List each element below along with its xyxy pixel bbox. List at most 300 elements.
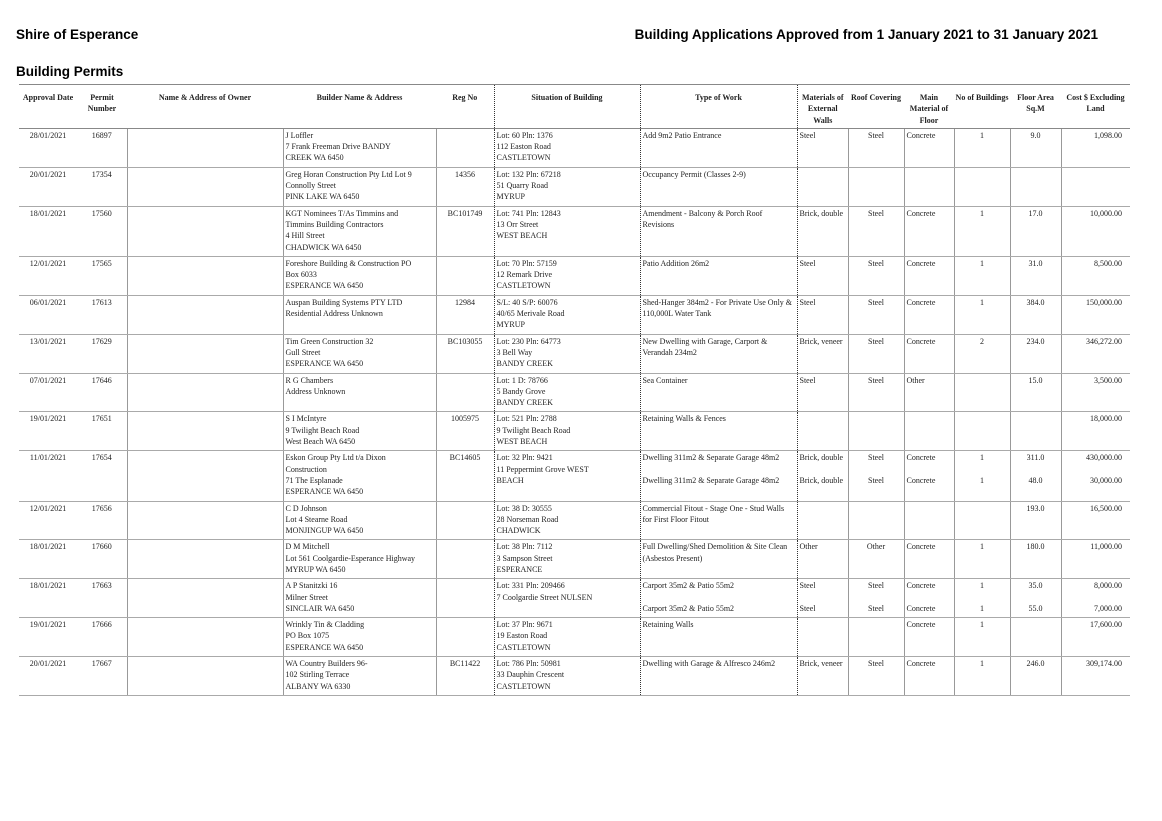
type-of-work-entry: New Dwelling with Garage, Carport & Verandah 234m2 bbox=[642, 336, 768, 357]
building-situation-line: 9 Twilight Beach Road bbox=[496, 425, 571, 435]
approval-date: 18/01/2021 bbox=[19, 579, 77, 618]
floor-area-entry: 31.0 bbox=[1028, 258, 1043, 268]
external-walls-entry: Brick, veneer bbox=[799, 336, 843, 346]
building-situation-line: 3 Sampson Street bbox=[496, 553, 553, 563]
type-of-work-entry: Commercial Fitout - Stage One - Stud Walls for First Floor Fitout bbox=[642, 503, 785, 524]
no-of-buildings bbox=[954, 501, 1010, 540]
roof-covering-entry: Steel bbox=[868, 130, 884, 140]
no-of-buildings bbox=[954, 451, 1010, 501]
builder-name-address-line: 102 Stirling Terrace bbox=[285, 670, 350, 680]
floor-material bbox=[904, 657, 954, 696]
owner-name-address bbox=[127, 657, 283, 696]
roof-covering bbox=[848, 657, 904, 696]
external-walls-entry: Steel bbox=[799, 297, 816, 307]
cost-excluding-land-entry: 309,174.00 bbox=[1086, 659, 1122, 669]
building-situation-line: MYRUP bbox=[496, 192, 525, 202]
no-of-buildings bbox=[954, 618, 1010, 657]
floor-material-entry: Concrete bbox=[906, 475, 936, 485]
builder-name-address-line: S I McIntyre bbox=[285, 414, 327, 424]
header-approval-date: Approval Date bbox=[19, 85, 77, 129]
type-of-work bbox=[640, 540, 797, 579]
reg-no: BC11422 bbox=[436, 657, 494, 696]
floor-material-entry: Concrete bbox=[906, 659, 936, 669]
no-of-buildings-entry: 1 bbox=[980, 581, 984, 591]
roof-covering bbox=[848, 128, 904, 167]
external-walls-entry: Brick, double bbox=[799, 475, 844, 485]
type-of-work-entry: Carport 35m2 & Patio 55m2 bbox=[642, 581, 735, 591]
sub-entry-gap bbox=[851, 592, 902, 603]
cost-excluding-land bbox=[1061, 618, 1130, 657]
type-of-work bbox=[640, 618, 797, 657]
building-situation bbox=[494, 295, 640, 334]
reg-no: 12984 bbox=[436, 295, 494, 334]
reg-no bbox=[436, 540, 494, 579]
floor-area bbox=[1010, 579, 1061, 618]
external-walls-entry: Steel bbox=[799, 603, 816, 613]
report-title: Building Applications Approved from 1 January 2021 to 31 January 2021 bbox=[634, 27, 1098, 42]
builder-name-address-line: CREEK WA 6450 bbox=[285, 153, 344, 163]
owner-name-address bbox=[127, 540, 283, 579]
header-floor-material: Main Material of Floor bbox=[904, 85, 954, 129]
builder-name-address bbox=[283, 451, 436, 501]
builder-name-address-line: MONJINGUP WA 6450 bbox=[285, 526, 364, 536]
cost-excluding-land bbox=[1061, 540, 1130, 579]
floor-area-entry: 35.0 bbox=[1028, 581, 1043, 591]
building-situation-line: 5 Bandy Grove bbox=[496, 386, 546, 396]
sub-entry-gap bbox=[800, 464, 846, 475]
floor-area bbox=[1010, 334, 1061, 373]
header-owner: Name & Address of Owner bbox=[127, 85, 283, 129]
reg-no bbox=[436, 128, 494, 167]
sub-entry-gap bbox=[1064, 464, 1123, 475]
type-of-work-entry: Retaining Walls bbox=[642, 620, 694, 630]
owner-name-address bbox=[127, 373, 283, 412]
builder-name-address-line: SINCLAIR WA 6450 bbox=[285, 603, 355, 613]
roof-covering bbox=[848, 206, 904, 256]
header-situation: Situation of Building bbox=[494, 85, 640, 129]
external-walls-entry: Brick, double bbox=[799, 208, 844, 218]
owner-name-address bbox=[127, 451, 283, 501]
type-of-work-entry: Full Dwelling/Shed Demolition & Site Clean (Asbestos Present) bbox=[642, 542, 788, 563]
builder-name-address-line: A P Stanitzki 16 bbox=[285, 581, 338, 591]
no-of-buildings bbox=[954, 256, 1010, 295]
floor-material bbox=[904, 540, 954, 579]
approval-date: 06/01/2021 bbox=[19, 295, 77, 334]
no-of-buildings bbox=[954, 412, 1010, 451]
cost-excluding-land-entry: 8,000.00 bbox=[1094, 581, 1122, 591]
building-situation bbox=[494, 579, 640, 618]
permit-number: 17613 bbox=[77, 295, 127, 334]
cost-excluding-land-entry: 7,000.00 bbox=[1094, 603, 1122, 613]
permit-number: 17565 bbox=[77, 256, 127, 295]
builder-name-address bbox=[283, 373, 436, 412]
type-of-work-entry: Dwelling with Garage & Alfresco 246m2 bbox=[642, 659, 776, 669]
roof-covering-entry: Steel bbox=[868, 581, 884, 591]
roof-covering-entry: Steel bbox=[868, 659, 884, 669]
type-of-work bbox=[640, 501, 797, 540]
builder-name-address-line: D M Mitchell bbox=[285, 542, 330, 552]
builder-name-address-line: West Beach WA 6450 bbox=[285, 437, 356, 447]
builder-name-address bbox=[283, 412, 436, 451]
no-of-buildings bbox=[954, 295, 1010, 334]
floor-material bbox=[904, 373, 954, 412]
roof-covering-entry: Steel bbox=[868, 375, 884, 385]
owner-name-address bbox=[127, 167, 283, 206]
no-of-buildings-entry: 1 bbox=[980, 475, 984, 485]
builder-name-address bbox=[283, 128, 436, 167]
permit-number: 17654 bbox=[77, 451, 127, 501]
approval-date: 18/01/2021 bbox=[19, 540, 77, 579]
roof-covering-entry: Steel bbox=[868, 475, 884, 485]
reg-no: BC101749 bbox=[436, 206, 494, 256]
builder-name-address-line: 9 Twilight Beach Road bbox=[285, 425, 360, 435]
cost-excluding-land bbox=[1061, 501, 1130, 540]
roof-covering bbox=[848, 412, 904, 451]
builder-name-address-line: ESPERANCE WA 6450 bbox=[285, 642, 364, 652]
floor-area bbox=[1010, 256, 1061, 295]
header-floor-area: Floor Area Sq.M bbox=[1010, 85, 1061, 129]
builder-name-address-line: Timmins Building Contractors bbox=[285, 219, 384, 229]
sub-entry-gap bbox=[1013, 592, 1059, 603]
permit-number: 16897 bbox=[77, 128, 127, 167]
roof-covering-entry: Steel bbox=[868, 208, 884, 218]
floor-area bbox=[1010, 618, 1061, 657]
building-situation-line: Lot: 37 Pln: 9671 bbox=[496, 620, 553, 630]
floor-area bbox=[1010, 657, 1061, 696]
type-of-work-entry: Carport 35m2 & Patio 55m2 bbox=[642, 603, 735, 613]
type-of-work bbox=[640, 657, 797, 696]
cost-excluding-land bbox=[1061, 412, 1130, 451]
no-of-buildings-entry: 1 bbox=[980, 603, 984, 613]
cost-excluding-land-entry: 18,000.00 bbox=[1090, 414, 1122, 424]
building-situation-line: WEST BEACH bbox=[496, 437, 548, 447]
table-row bbox=[19, 618, 1130, 657]
building-situation bbox=[494, 412, 640, 451]
type-of-work-entry: Add 9m2 Patio Entrance bbox=[642, 130, 722, 140]
external-walls bbox=[797, 412, 848, 451]
building-situation-line: CASTLETOWN bbox=[496, 281, 551, 291]
builder-name-address-line: Lot 561 Coolgardie-Esperance Highway bbox=[285, 553, 416, 563]
builder-name-address bbox=[283, 206, 436, 256]
type-of-work-entry: Dwelling 311m2 & Separate Garage 48m2 bbox=[642, 475, 780, 485]
floor-material-entry: Concrete bbox=[906, 620, 936, 630]
table-row bbox=[19, 334, 1130, 373]
building-situation-line: 13 Orr Street bbox=[496, 219, 539, 229]
owner-name-address bbox=[127, 295, 283, 334]
builder-name-address-line: ESPERANCE WA 6450 bbox=[285, 359, 364, 369]
permit-number: 17354 bbox=[77, 167, 127, 206]
permit-number: 17651 bbox=[77, 412, 127, 451]
building-situation-line: Lot: 741 Pln: 12843 bbox=[496, 208, 561, 218]
floor-area-entry: 234.0 bbox=[1026, 336, 1045, 346]
owner-name-address bbox=[127, 256, 283, 295]
approval-date: 07/01/2021 bbox=[19, 373, 77, 412]
builder-name-address-line: ESPERANCE WA 6450 bbox=[285, 281, 364, 291]
table-row bbox=[19, 501, 1130, 540]
header-reg-no: Reg No bbox=[436, 85, 494, 129]
building-situation bbox=[494, 334, 640, 373]
building-situation-line: Lot: 60 Pln: 1376 bbox=[496, 130, 553, 140]
table-row bbox=[19, 540, 1130, 579]
permit-number: 17663 bbox=[77, 579, 127, 618]
roof-covering-entry: Steel bbox=[868, 336, 884, 346]
floor-area-entry: 15.0 bbox=[1028, 375, 1043, 385]
type-of-work-entry: Dwelling 311m2 & Separate Garage 48m2 bbox=[642, 453, 780, 463]
external-walls-entry: Brick, double bbox=[799, 453, 844, 463]
builder-name-address-line: ESPERANCE WA 6450 bbox=[285, 487, 364, 497]
permit-number: 17629 bbox=[77, 334, 127, 373]
floor-material-entry: Other bbox=[906, 375, 925, 385]
permit-number: 17646 bbox=[77, 373, 127, 412]
floor-material bbox=[904, 412, 954, 451]
building-situation bbox=[494, 657, 640, 696]
no-of-buildings-entry: 1 bbox=[980, 208, 984, 218]
external-walls-entry: Steel bbox=[799, 581, 816, 591]
cost-excluding-land-entry: 10,000.00 bbox=[1090, 208, 1122, 218]
building-situation-line: CASTLETOWN bbox=[496, 642, 551, 652]
reg-no bbox=[436, 579, 494, 618]
sub-entry-gap bbox=[957, 592, 1008, 603]
no-of-buildings-entry: 1 bbox=[980, 258, 984, 268]
building-situation-line: Lot: 132 Pln: 67218 bbox=[496, 169, 561, 179]
building-situation-line: 33 Dauphin Crescent bbox=[496, 670, 565, 680]
builder-name-address-line: Gull Street bbox=[285, 347, 321, 357]
cost-excluding-land-entry: 3,500.00 bbox=[1094, 375, 1122, 385]
building-situation-line: 12 Remark Drive bbox=[496, 270, 553, 280]
building-situation-line: 3 Bell Way bbox=[496, 347, 533, 357]
type-of-work bbox=[640, 295, 797, 334]
building-situation-line: BANDY CREEK bbox=[496, 359, 553, 369]
no-of-buildings bbox=[954, 128, 1010, 167]
roof-covering bbox=[848, 540, 904, 579]
approval-date: 12/01/2021 bbox=[19, 501, 77, 540]
external-walls bbox=[797, 206, 848, 256]
external-walls bbox=[797, 657, 848, 696]
building-situation-line: 28 Norseman Road bbox=[496, 514, 559, 524]
type-of-work bbox=[640, 579, 797, 618]
floor-area bbox=[1010, 206, 1061, 256]
cost-excluding-land bbox=[1061, 451, 1130, 501]
floor-area-entry: 55.0 bbox=[1028, 603, 1043, 613]
building-situation bbox=[494, 206, 640, 256]
sub-entry-gap bbox=[957, 464, 1008, 475]
builder-name-address-line: MYRUP WA 6450 bbox=[285, 564, 346, 574]
building-situation bbox=[494, 540, 640, 579]
cost-excluding-land bbox=[1061, 206, 1130, 256]
builder-name-address-line: Connolly Street bbox=[285, 181, 336, 191]
cost-excluding-land bbox=[1061, 128, 1130, 167]
cost-excluding-land bbox=[1061, 167, 1130, 206]
reg-no bbox=[436, 501, 494, 540]
building-situation-line: Lot: 70 Pln: 57159 bbox=[496, 258, 557, 268]
roof-covering bbox=[848, 451, 904, 501]
roof-covering bbox=[848, 501, 904, 540]
type-of-work bbox=[640, 334, 797, 373]
type-of-work bbox=[640, 412, 797, 451]
external-walls bbox=[797, 451, 848, 501]
no-of-buildings bbox=[954, 657, 1010, 696]
builder-name-address-line: Eskon Group Pty Ltd t/a Dixon bbox=[285, 453, 386, 463]
floor-area-entry: 17.0 bbox=[1028, 208, 1043, 218]
type-of-work-entry: Shed-Hanger 384m2 - For Private Use Only & 110,000L Water Tank bbox=[642, 297, 793, 319]
sub-entry-gap bbox=[800, 592, 846, 603]
cost-excluding-land-entry: 30,000.00 bbox=[1090, 475, 1122, 485]
no-of-buildings-entry: 1 bbox=[980, 130, 984, 140]
builder-name-address-line: Box 6033 bbox=[285, 270, 317, 280]
cost-excluding-land-entry: 430,000.00 bbox=[1086, 453, 1122, 463]
sub-entry-gap bbox=[1064, 592, 1123, 603]
external-walls bbox=[797, 295, 848, 334]
building-situation-line: CHADWICK bbox=[496, 526, 541, 536]
type-of-work bbox=[640, 256, 797, 295]
building-situation-line: Lot: 38 Pln: 7112 bbox=[496, 542, 553, 552]
header-cost: Cost $ Excluding Land bbox=[1061, 85, 1130, 129]
owner-name-address bbox=[127, 334, 283, 373]
floor-material-entry: Concrete bbox=[906, 130, 936, 140]
builder-name-address-line: Lot 4 Stearne Road bbox=[285, 514, 348, 524]
builder-name-address-line: Auspan Building Systems PTY LTD bbox=[285, 297, 403, 307]
building-situation bbox=[494, 128, 640, 167]
building-situation-line: Lot: 331 Pln: 209466 bbox=[496, 581, 565, 591]
floor-material bbox=[904, 579, 954, 618]
cost-excluding-land bbox=[1061, 657, 1130, 696]
floor-area bbox=[1010, 540, 1061, 579]
builder-name-address bbox=[283, 618, 436, 657]
owner-name-address bbox=[127, 128, 283, 167]
type-of-work-entry: Retaining Walls & Fences bbox=[642, 414, 726, 424]
floor-material bbox=[904, 451, 954, 501]
no-of-buildings bbox=[954, 167, 1010, 206]
approval-date: 20/01/2021 bbox=[19, 167, 77, 206]
building-situation-line: Lot: 786 Pln: 50981 bbox=[496, 659, 561, 669]
header-permit-number: Permit Number bbox=[77, 85, 127, 129]
builder-name-address-line: Tim Green Construction 32 bbox=[285, 336, 374, 346]
table-row bbox=[19, 295, 1130, 334]
external-walls-entry: Other bbox=[799, 542, 818, 552]
external-walls bbox=[797, 373, 848, 412]
floor-material-entry: Concrete bbox=[906, 581, 936, 591]
building-situation bbox=[494, 501, 640, 540]
roof-covering-entry: Steel bbox=[868, 297, 884, 307]
building-situation bbox=[494, 256, 640, 295]
floor-area-entry: 246.0 bbox=[1026, 659, 1045, 669]
builder-name-address-line: Milner Street bbox=[285, 592, 328, 602]
sub-entry-gap bbox=[643, 592, 795, 603]
type-of-work-entry: Occupancy Permit (Classes 2-9) bbox=[642, 169, 746, 179]
permit-number: 17656 bbox=[77, 501, 127, 540]
builder-name-address bbox=[283, 540, 436, 579]
roof-covering bbox=[848, 373, 904, 412]
approval-date: 19/01/2021 bbox=[19, 618, 77, 657]
header-roof-covering: Roof Covering bbox=[848, 85, 904, 129]
builder-name-address bbox=[283, 657, 436, 696]
table-header-row bbox=[19, 85, 1130, 129]
building-situation-line: Lot: 230 Pln: 64773 bbox=[496, 336, 561, 346]
permit-number: 17660 bbox=[77, 540, 127, 579]
floor-material-entry: Concrete bbox=[906, 542, 936, 552]
table-row bbox=[19, 256, 1130, 295]
floor-area-entry: 311.0 bbox=[1026, 453, 1045, 463]
table-row bbox=[19, 657, 1130, 696]
builder-name-address-line: WA Country Builders 96- bbox=[285, 659, 368, 669]
reg-no bbox=[436, 618, 494, 657]
floor-area-entry: 48.0 bbox=[1028, 475, 1043, 485]
cost-excluding-land bbox=[1061, 295, 1130, 334]
reg-no: 1005975 bbox=[436, 412, 494, 451]
floor-material-entry: Concrete bbox=[906, 603, 936, 613]
reg-no: BC103055 bbox=[436, 334, 494, 373]
no-of-buildings-entry: 1 bbox=[980, 542, 984, 552]
sub-entry-gap bbox=[907, 464, 952, 475]
sub-entry-gap bbox=[907, 592, 952, 603]
cost-excluding-land bbox=[1061, 334, 1130, 373]
builder-name-address-line: KGT Nominees T/As Timmins and bbox=[285, 208, 399, 218]
building-situation-line: Lot: 521 Pln: 2788 bbox=[496, 414, 557, 424]
type-of-work-entry: Amendment - Balcony & Porch Roof Revisions bbox=[642, 208, 763, 229]
no-of-buildings bbox=[954, 334, 1010, 373]
floor-area bbox=[1010, 501, 1061, 540]
cost-excluding-land bbox=[1061, 256, 1130, 295]
approval-date: 13/01/2021 bbox=[19, 334, 77, 373]
permit-number: 17666 bbox=[77, 618, 127, 657]
owner-name-address bbox=[127, 618, 283, 657]
no-of-buildings-entry: 1 bbox=[980, 620, 984, 630]
table-row bbox=[19, 206, 1130, 256]
table-row bbox=[19, 167, 1130, 206]
builder-name-address-line: C D Johnson bbox=[285, 503, 327, 513]
building-situation-line: WEST BEACH bbox=[496, 231, 548, 241]
building-situation-line: 40/65 Merivale Road bbox=[496, 309, 565, 319]
external-walls-entry: Steel bbox=[799, 258, 816, 268]
floor-material bbox=[904, 295, 954, 334]
owner-name-address bbox=[127, 501, 283, 540]
floor-area bbox=[1010, 295, 1061, 334]
external-walls bbox=[797, 540, 848, 579]
cost-excluding-land-entry: 16,500.00 bbox=[1090, 503, 1122, 513]
external-walls bbox=[797, 334, 848, 373]
floor-area bbox=[1010, 412, 1061, 451]
builder-name-address bbox=[283, 334, 436, 373]
floor-area-entry: 9.0 bbox=[1030, 130, 1041, 140]
sub-entry-gap bbox=[851, 464, 902, 475]
external-walls-entry: Steel bbox=[799, 130, 816, 140]
floor-material-entry: Concrete bbox=[906, 208, 936, 218]
approval-date: 18/01/2021 bbox=[19, 206, 77, 256]
builder-name-address-line: ALBANY WA 6330 bbox=[285, 681, 351, 691]
no-of-buildings-entry: 1 bbox=[980, 453, 984, 463]
building-situation-line: CASTLETOWN bbox=[496, 153, 551, 163]
cost-excluding-land bbox=[1061, 579, 1130, 618]
building-situation-line: MYRUP bbox=[496, 320, 525, 330]
cost-excluding-land-entry: 1,098.00 bbox=[1094, 130, 1122, 140]
owner-name-address bbox=[127, 412, 283, 451]
approval-date: 20/01/2021 bbox=[19, 657, 77, 696]
external-walls bbox=[797, 579, 848, 618]
building-situation-line: BEACH bbox=[496, 475, 524, 485]
building-situation-line: 51 Quarry Road bbox=[496, 181, 549, 191]
type-of-work bbox=[640, 373, 797, 412]
no-of-buildings-entry: 2 bbox=[980, 336, 984, 346]
type-of-work-entry: Patio Addition 26m2 bbox=[642, 258, 710, 268]
no-of-buildings bbox=[954, 540, 1010, 579]
builder-name-address-line: Construction bbox=[285, 464, 327, 474]
building-situation-line: S/L: 40 S/P: 60076 bbox=[496, 297, 558, 307]
floor-material-entry: Concrete bbox=[906, 258, 936, 268]
cost-excluding-land-entry: 11,000.00 bbox=[1090, 542, 1122, 552]
floor-material bbox=[904, 128, 954, 167]
external-walls bbox=[797, 167, 848, 206]
reg-no: BC14605 bbox=[436, 451, 494, 501]
